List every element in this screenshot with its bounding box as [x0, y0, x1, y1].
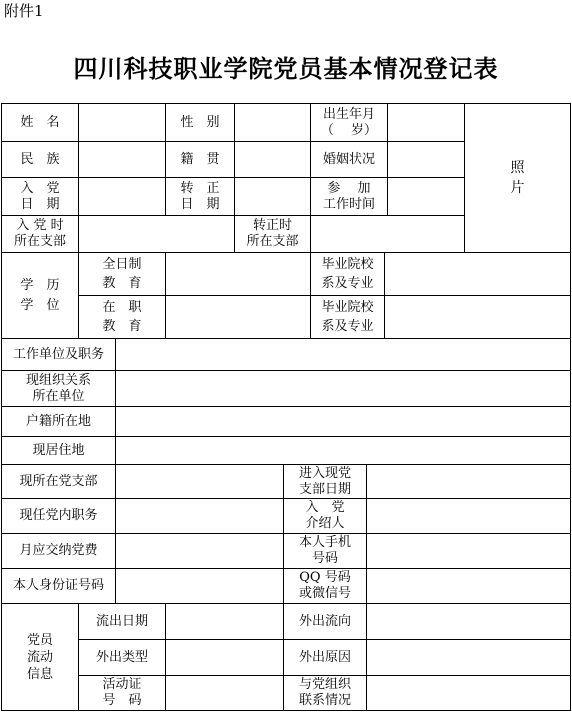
label-introducer: 入 党 介绍人 [305, 500, 345, 531]
label-mobile: 本人手机 号码 [298, 535, 351, 566]
label-birth: 出生年月 （ 岁） [320, 106, 378, 138]
label-ethnicity: 民 族 [20, 151, 60, 167]
field-residence[interactable] [116, 437, 570, 464]
field-native-place[interactable] [235, 142, 310, 177]
label-native-place: 籍 贯 [180, 151, 220, 167]
label-household: 户籍所在地 [25, 413, 91, 429]
table-line [1, 710, 571, 711]
field-mobile[interactable] [367, 534, 570, 568]
label-marital: 婚姻状况 [322, 151, 375, 167]
photo-box[interactable]: 照 片 [510, 160, 525, 196]
label-permit-no: 活动证 号 码 [102, 677, 142, 708]
field-gender[interactable] [235, 104, 310, 141]
field-marital[interactable] [388, 142, 464, 177]
label-enter-branch-date: 进入现党 支部日期 [298, 465, 351, 497]
label-residence: 现居住地 [32, 442, 85, 458]
label-out-reason: 外出原因 [298, 649, 351, 665]
field-inservice[interactable] [166, 296, 310, 338]
field-party-post[interactable] [116, 499, 283, 533]
label-regular-branch: 转正时 所在支部 [246, 218, 299, 249]
field-join-branch[interactable] [79, 216, 234, 252]
label-party-post: 现任党内职务 [19, 508, 98, 523]
label-work-start: 参 加 工作时间 [322, 180, 375, 212]
field-permit-no[interactable] [166, 676, 283, 710]
label-mobility: 党员 流动 信息 [26, 632, 53, 682]
field-fulltime[interactable] [166, 253, 310, 295]
label-current-branch: 现所在党支部 [19, 473, 98, 489]
label-out-date: 流出日期 [95, 613, 148, 629]
label-join-branch: 入 党 时 所在支部 [13, 218, 66, 249]
label-school-inservice: 毕业院校 系及专业 [321, 300, 374, 334]
table-line [570, 103, 571, 711]
field-name[interactable] [79, 104, 165, 141]
field-enter-branch-date[interactable] [367, 465, 570, 498]
label-qq-wechat: QQ 号码 或微信号 [298, 570, 351, 601]
label-join-date: 入 党 日 期 [20, 180, 60, 212]
field-out-type[interactable] [166, 640, 283, 675]
label-contact-status: 与党组织 联系情况 [298, 677, 351, 708]
field-out-reason[interactable] [367, 640, 570, 675]
field-current-branch[interactable] [116, 465, 283, 498]
field-org-unit[interactable] [116, 371, 570, 406]
field-work-unit[interactable] [116, 339, 570, 370]
field-out-date[interactable] [166, 604, 283, 639]
label-inservice: 在 职 教 育 [102, 300, 142, 334]
field-contact-status[interactable] [367, 676, 570, 710]
label-org-unit: 现组织关系 所在单位 [25, 372, 91, 404]
label-monthly-dues: 月应交纳党费 [19, 543, 98, 558]
attachment-label: 附件1 [4, 2, 44, 20]
field-regular-branch[interactable] [311, 216, 464, 252]
field-birth[interactable] [388, 104, 464, 141]
form-title: 四川科技职业学院党员基本情况登记表 [73, 55, 499, 83]
field-out-direction[interactable] [367, 604, 570, 639]
field-school-fulltime[interactable] [385, 253, 570, 295]
label-education: 学 历 学 位 [20, 277, 60, 313]
field-qq-wechat[interactable] [367, 569, 570, 603]
label-out-direction: 外出流向 [298, 613, 351, 629]
field-join-date[interactable] [79, 178, 165, 215]
field-ethnicity[interactable] [79, 142, 165, 177]
field-work-start[interactable] [388, 178, 464, 215]
field-monthly-dues[interactable] [116, 534, 283, 568]
label-name: 姓 名 [20, 114, 60, 130]
label-work-unit: 工作单位及职务 [12, 346, 104, 362]
field-household[interactable] [116, 407, 570, 436]
label-school-fulltime: 毕业院校 系及专业 [321, 257, 374, 291]
label-gender: 性 别 [180, 114, 220, 130]
field-regular-date[interactable] [235, 178, 310, 215]
label-fulltime: 全日制 教 育 [102, 257, 142, 291]
field-id-number[interactable] [116, 569, 283, 603]
field-introducer[interactable] [367, 499, 570, 533]
label-id-number: 本人身份证号码 [12, 578, 104, 593]
label-out-type: 外出类型 [95, 649, 148, 665]
field-school-inservice[interactable] [385, 296, 570, 338]
label-regular-date: 转 正 日 期 [180, 180, 220, 212]
